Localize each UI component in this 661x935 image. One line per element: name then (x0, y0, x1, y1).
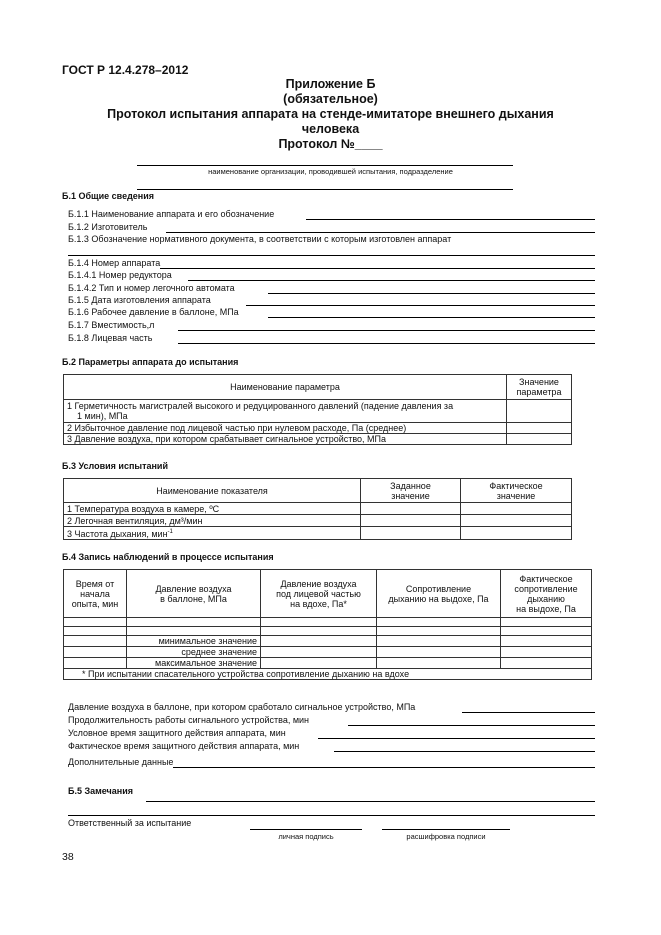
decode-caption: расшифровка подписи (406, 832, 486, 841)
b4-cell[interactable] (261, 627, 377, 636)
protocol-title-line2: человека (301, 122, 360, 136)
after-item-4: Фактическое время защитного действия аппарата, мин (68, 741, 300, 751)
table-row: 3 Давление воздуха, при котором срабатывает сигнальное устройство, МПа (64, 434, 507, 445)
b4-cell[interactable] (261, 636, 377, 647)
b1-item-5-line (188, 280, 595, 281)
b4-cell[interactable] (501, 627, 592, 636)
b4-cell[interactable] (261, 618, 377, 627)
table-row: 2 Легочная вентиляция, дм³/мин (64, 515, 361, 527)
after-item-2: Продолжительность работы сигнального устройства, мин (68, 715, 310, 725)
b4-col-actual-resistance: Фактическое сопротивление дыханию на выдохе, Па (501, 570, 592, 618)
b4-col-resistance: Сопротивление дыханию на выдохе, Па (377, 570, 501, 618)
protocol-number: Протокол №____ (278, 137, 383, 151)
after-item-5-line (173, 767, 595, 768)
b4-observations-table (63, 569, 592, 680)
b3-set-cell[interactable] (361, 527, 461, 540)
table-row (64, 647, 592, 658)
table-row (64, 618, 592, 627)
b3-set-cell[interactable] (361, 503, 461, 515)
b1-item-9-line (178, 330, 595, 331)
table-row (64, 636, 592, 647)
b4-cell[interactable] (377, 627, 501, 636)
after-item-5: Дополнительные данные (68, 757, 174, 767)
b1-item-6-line (268, 293, 595, 294)
section-b1-heading: Б.1 Общие сведения (62, 191, 155, 201)
b1-item-4: Б.1.4 Номер аппарата (68, 258, 161, 268)
after-item-1-line (462, 712, 595, 713)
after-item-1: Давление воздуха в баллоне, при котором сработало сигнальное устройство, МПа (68, 702, 416, 712)
appendix-label: Приложение Б (285, 77, 376, 91)
remarks-line-1 (146, 801, 595, 802)
b2-col-name: Наименование параметра (64, 375, 507, 400)
section-b3-heading: Б.3 Условия испытаний (62, 461, 169, 471)
b4-cell (64, 658, 127, 669)
org-name-caption: наименование организации, проводившей испытания, подразделение (208, 167, 453, 176)
b4-cell[interactable] (501, 647, 592, 658)
b4-cell[interactable] (501, 658, 592, 669)
b1-item-2-line (166, 232, 595, 233)
b1-item-8-line (268, 317, 595, 318)
after-item-2-line (348, 725, 595, 726)
b4-cell[interactable] (64, 627, 127, 636)
b4-cell[interactable] (501, 636, 592, 647)
b1-item-3: Б.1.3 Обозначение нормативного документа, в соответствии с которым изготовлен аппарат (68, 234, 452, 244)
b1-item-7: Б.1.5 Дата изготовления аппарата (68, 295, 211, 305)
b2-col-value: Значение параметра (507, 375, 572, 400)
b4-footnote: * При испытании спасательного устройства сопротивление дыханию на вдохе (64, 669, 592, 680)
b1-item-2: Б.1.2 Изготовитель (68, 222, 148, 232)
b4-cell[interactable] (64, 618, 127, 627)
b3-col-fact: Фактическое значение (461, 479, 572, 503)
b3-conditions-table (63, 478, 572, 540)
org-name-line-2 (137, 189, 513, 190)
b3-col-set: Заданное значение (361, 479, 461, 503)
table-row (64, 658, 592, 669)
table-row: 1 Герметичность магистралей высокого и редуцированного давлений (падение давления за 1 мин), МПа (64, 400, 507, 423)
after-item-3: Условное время защитного действия аппарата, мин (68, 728, 286, 738)
b1-item-1-line (306, 219, 595, 220)
section-b2-heading: Б.2 Параметры аппарата до испытания (62, 357, 239, 367)
b4-cell[interactable] (501, 618, 592, 627)
b4-col-mask-pressure: Давление воздуха под лицевой частью на вдохе, Па* (261, 570, 377, 618)
org-name-line (137, 165, 513, 166)
b4-cell[interactable] (377, 658, 501, 669)
b4-cell (64, 636, 127, 647)
protocol-title-line1: Протокол испытания аппарата на стенде-имитаторе внешнего дыхания (107, 107, 554, 121)
b1-item-9: Б.1.7 Вместимость,л (68, 320, 155, 330)
table-row: 3 Частота дыхания, мин$^{-1}$ (64, 527, 361, 540)
b4-stat-avg: среднее значение (127, 647, 261, 658)
b1-item-3-line (68, 255, 595, 256)
b1-item-8: Б.1.6 Рабочее давление в баллоне, МПа (68, 307, 239, 317)
b4-cell[interactable] (261, 658, 377, 669)
section-b4-heading: Б.4 Запись наблюдений в процессе испытания (62, 552, 274, 562)
table-row: 1 Температура воздуха в камере, ºС (64, 503, 361, 515)
b4-stat-max: максимальное значение (127, 658, 261, 669)
decode-line[interactable] (382, 829, 510, 830)
remarks-line-2 (68, 815, 595, 816)
b1-item-1: Б.1.1 Наименование аппарата и его обозначение (68, 209, 275, 219)
b2-value-cell[interactable] (507, 423, 572, 434)
table-row: 2 Избыточное давление под лицевой частью при нулевом расходе, Па (среднее) (64, 423, 507, 434)
after-item-4-line (334, 751, 595, 752)
signature-line[interactable] (250, 829, 362, 830)
b1-item-7-line (246, 305, 595, 306)
b3-fact-cell[interactable] (461, 515, 572, 527)
b2-value-cell[interactable] (507, 434, 572, 445)
b4-cell[interactable] (127, 627, 261, 636)
b3-fact-cell[interactable] (461, 527, 572, 540)
b4-col-cylinder-pressure: Давление воздуха в баллоне, МПа (127, 570, 261, 618)
b1-item-10-line (178, 343, 595, 344)
b4-stat-min: минимальное значение (127, 636, 261, 647)
after-item-3-line (318, 738, 595, 739)
section-b5-heading: Б.5 Замечания (68, 786, 134, 796)
b4-cell[interactable] (377, 618, 501, 627)
b1-item-6: Б.1.4.2 Тип и номер легочного автомата (68, 283, 235, 293)
b2-parameters-table (63, 374, 572, 445)
signature-caption: личная подпись (278, 832, 334, 841)
b1-item-5: Б.1.4.1 Номер редуктора (68, 270, 172, 280)
b4-cell (64, 647, 127, 658)
responsible-label: Ответственный за испытание (68, 818, 192, 828)
b4-cell[interactable] (127, 618, 261, 627)
b1-item-4-line (160, 268, 595, 269)
b4-cell[interactable] (377, 647, 501, 658)
appendix-status: (обязательное) (283, 92, 378, 106)
b3-fact-cell[interactable] (461, 503, 572, 515)
b2-value-cell[interactable] (507, 400, 572, 423)
standard-number: ГОСТ Р 12.4.278–2012 (62, 63, 189, 77)
b3-col-name: Наименование показателя (64, 479, 361, 503)
b4-col-time: Время от начала опыта, мин (64, 570, 127, 618)
b3-set-cell[interactable] (361, 515, 461, 527)
b4-cell[interactable] (261, 647, 377, 658)
table-row (64, 627, 592, 636)
b4-cell[interactable] (377, 636, 501, 647)
b1-item-10: Б.1.8 Лицевая часть (68, 333, 153, 343)
page-number: 38 (62, 851, 74, 863)
